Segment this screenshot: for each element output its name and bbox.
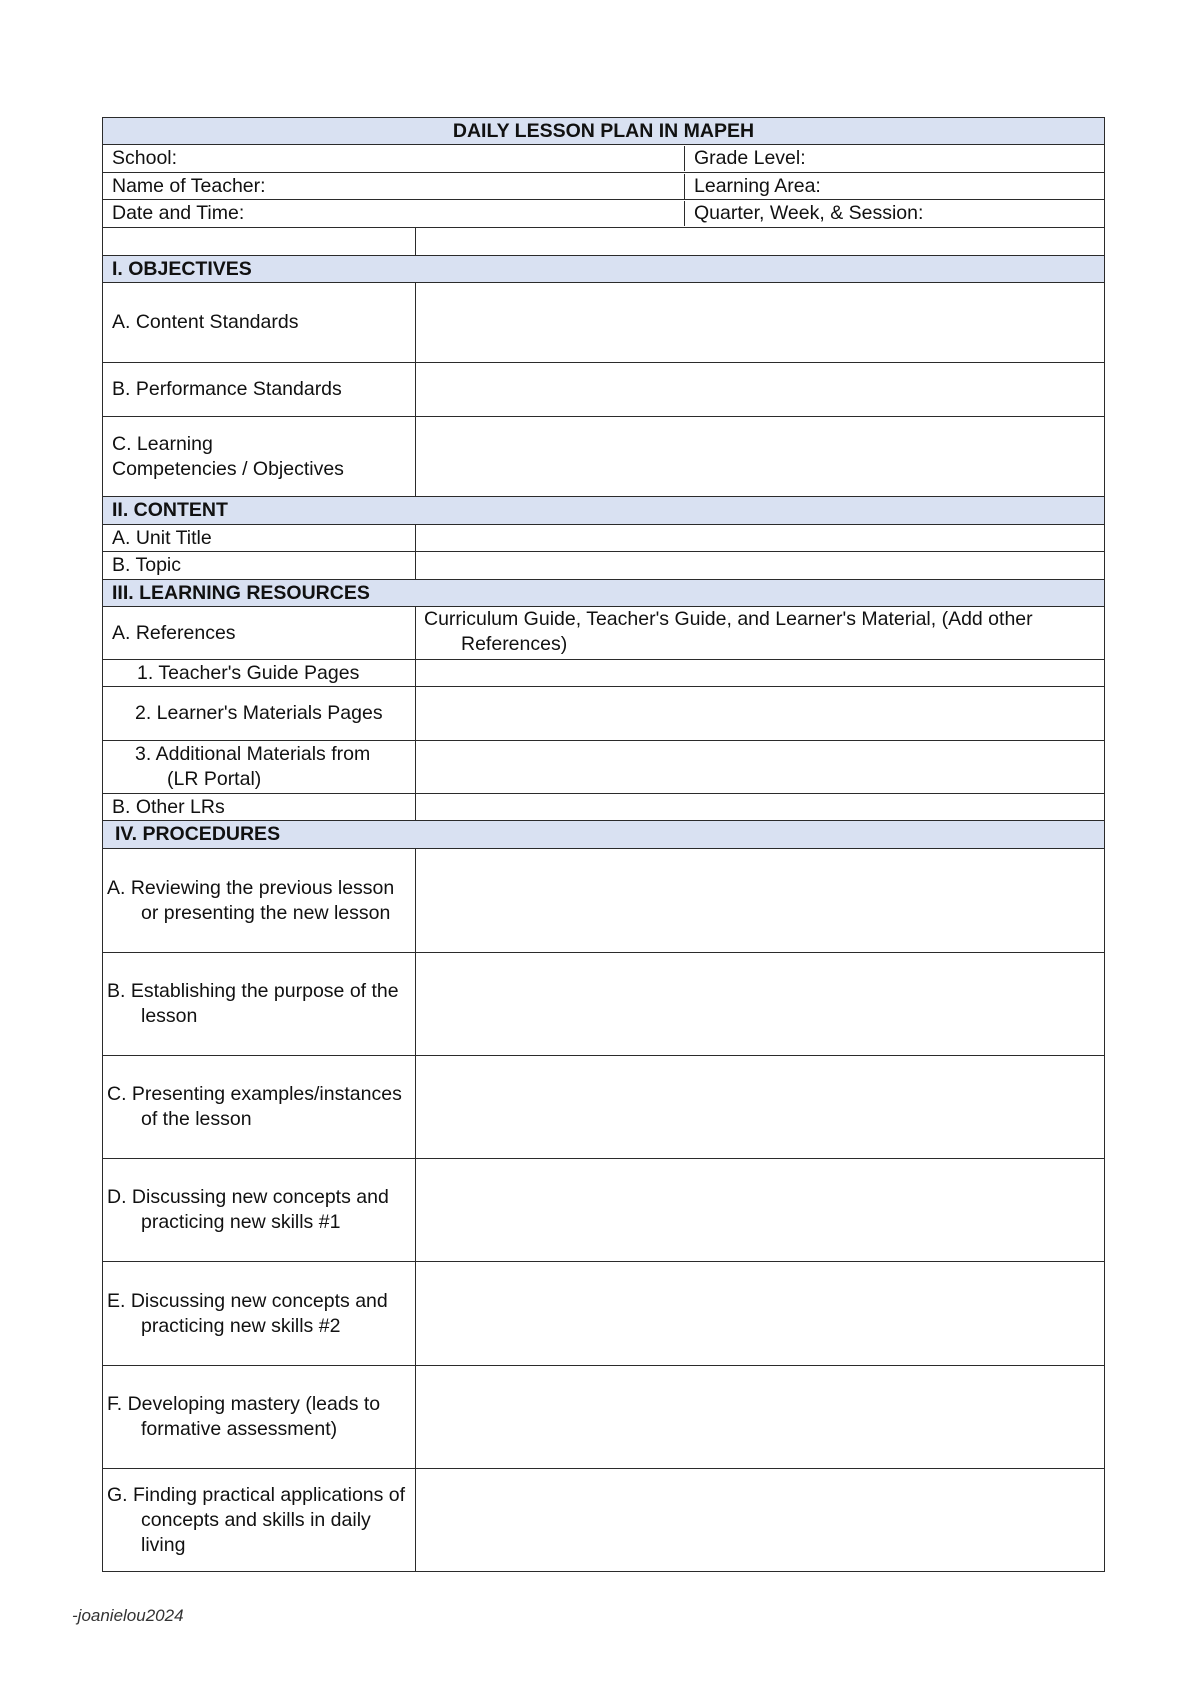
procedure-e-value[interactable]	[416, 1262, 1105, 1366]
teacher-label: Name of Teacher:	[103, 174, 685, 199]
procedure-d-value[interactable]	[416, 1159, 1105, 1262]
teachers-guide-value[interactable]	[416, 660, 1105, 687]
info-row-school	[103, 146, 1104, 171]
date-time-label: Date and Time:	[103, 201, 685, 226]
topic-label: B. Topic	[103, 552, 416, 580]
blank-cell	[416, 228, 1105, 256]
procedure-f-value[interactable]	[416, 1366, 1105, 1469]
blank-cell	[103, 228, 416, 256]
content-standards-value[interactable]	[416, 283, 1105, 363]
section-header-procedures: IV. PROCEDURES	[103, 821, 1105, 849]
procedure-f-label: F. Developing mastery (leads to formative assessment)	[103, 1366, 416, 1469]
info-row-date	[103, 201, 1104, 226]
footer-credit: -joanielou2024	[72, 1606, 184, 1625]
procedure-c-label: C. Presenting examples/instances of the lesson	[103, 1056, 416, 1159]
other-lrs-value[interactable]	[416, 794, 1105, 821]
procedure-e-label: E. Discussing new concepts and practicing new skills #2	[103, 1262, 416, 1366]
procedure-g-value[interactable]	[416, 1469, 1105, 1572]
performance-standards-label: B. Performance Standards	[103, 363, 416, 417]
section-header-content: II. CONTENT	[103, 497, 1105, 525]
lesson-plan-table	[102, 117, 1105, 1572]
additional-materials-value[interactable]	[416, 741, 1105, 794]
competencies-label: C. Learning Competencies / Objectives	[103, 417, 416, 497]
procedure-d-label: D. Discussing new concepts and practicing new skills #1	[103, 1159, 416, 1262]
procedure-g-label: G. Finding practical applications of concepts and skills in daily living	[103, 1469, 416, 1572]
procedure-a-label: A. Reviewing the previous lesson or presenting the new lesson	[103, 849, 416, 953]
school-label: School:	[103, 146, 685, 171]
page-title: DAILY LESSON PLAN IN MAPEH	[103, 118, 1105, 145]
competencies-value[interactable]	[416, 417, 1105, 497]
procedure-b-value[interactable]	[416, 953, 1105, 1056]
procedure-b-label: B. Establishing the purpose of the lesson	[103, 953, 416, 1056]
unit-title-label: A. Unit Title	[103, 525, 416, 552]
content-standards-label: A. Content Standards	[103, 283, 416, 363]
references-label: A. References	[103, 607, 416, 660]
additional-materials-label: 3. Additional Materials from (LR Portal)	[103, 741, 416, 794]
performance-standards-value[interactable]	[416, 363, 1105, 417]
learning-area-label: Learning Area:	[694, 174, 821, 197]
info-row-teacher	[103, 174, 1104, 199]
quarter-label: Quarter, Week, & Session:	[694, 202, 924, 224]
procedure-c-value[interactable]	[416, 1056, 1105, 1159]
procedure-a-value[interactable]	[416, 849, 1105, 953]
learners-materials-label: 2. Learner's Materials Pages	[103, 687, 416, 741]
section-header-resources: III. LEARNING RESOURCES	[103, 580, 1105, 607]
other-lrs-label: B. Other LRs	[103, 794, 416, 821]
topic-value[interactable]	[416, 552, 1105, 580]
grade-level-label: Grade Level:	[694, 147, 806, 169]
section-header-objectives: I. OBJECTIVES	[103, 256, 1105, 283]
teachers-guide-label: 1. Teacher's Guide Pages	[103, 660, 416, 687]
unit-title-value[interactable]	[416, 525, 1105, 552]
references-value: Curriculum Guide, Teacher's Guide, and Learner's Material, (Add other References)	[416, 607, 1105, 660]
learners-materials-value[interactable]	[416, 687, 1105, 741]
